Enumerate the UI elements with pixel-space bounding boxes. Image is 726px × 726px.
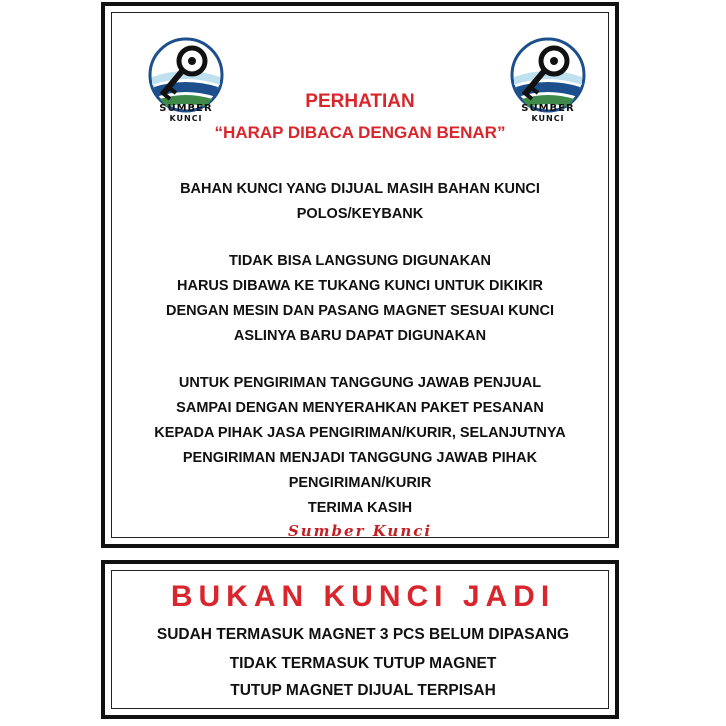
notice-panel-inner-border: [111, 12, 609, 538]
paragraph-line: POLOS/KEYBANK: [296, 206, 424, 222]
sumber-kunci-logo-right: [502, 35, 594, 127]
paragraph-line: ASLINYA BARU DAPAT DIGUNAKAN: [233, 328, 487, 344]
banner-line: TUTUP MAGNET DIJUAL TERPISAH: [230, 682, 496, 699]
notice-panel: [101, 2, 619, 548]
logo-text-line2: KUNCI: [169, 114, 203, 123]
logo-text-line2: KUNCI: [531, 114, 565, 123]
logo-text-line1: SUMBER: [521, 103, 575, 114]
notice-title: PERHATIAN: [305, 91, 415, 112]
banner-line: SUDAH TERMASUK MAGNET 3 PCS BELUM DIPASANG: [156, 626, 570, 643]
paragraph-line: SAMPAI DENGAN MENYERAHKAN PAKET PESANAN: [176, 400, 544, 416]
logo-text-line1: SUMBER: [159, 103, 213, 114]
paragraph-line: TERIMA KASIH: [307, 500, 413, 516]
sumber-kunci-logo-left: [140, 35, 232, 127]
paragraph-line: DENGAN MESIN DAN PASANG MAGNET SESUAI KUNCI: [165, 303, 555, 319]
signature: Sumber Kunci: [287, 522, 433, 540]
paragraph-line: UNTUK PENGIRIMAN TANGGUNG JAWAB PENJUAL: [178, 375, 542, 391]
notice-subtitle: “HARAP DIBACA DENGAN BENAR”: [214, 123, 506, 142]
paragraph-shipping-info: [112, 371, 608, 521]
paragraph-line: PENGIRIMAN/KURIR: [288, 475, 432, 491]
paragraph-line: HARUS DIBAWA KE TUKANG KUNCI UNTUK DIKIKIR: [177, 278, 543, 294]
paragraph-line: BAHAN KUNCI YANG DIJUAL MASIH BAHAN KUNCI: [180, 181, 540, 197]
paragraph-line: PENGIRIMAN MENJADI TANGGUNG JAWAB PIHAK: [182, 450, 538, 466]
paragraph-line: KEPADA PIHAK JASA PENGIRIMAN/KURIR, SELANJUTNYA: [154, 425, 566, 441]
paragraph-usage-info: [112, 249, 608, 349]
banner-line: TIDAK TERMASUK TUTUP MAGNET: [229, 655, 497, 672]
banner-title: BUKAN KUNCI JADI: [170, 580, 556, 613]
paragraph-product-info: [112, 177, 608, 227]
paragraph-line: TIDAK BISA LANGSUNG DIGUNAKAN: [228, 253, 492, 269]
